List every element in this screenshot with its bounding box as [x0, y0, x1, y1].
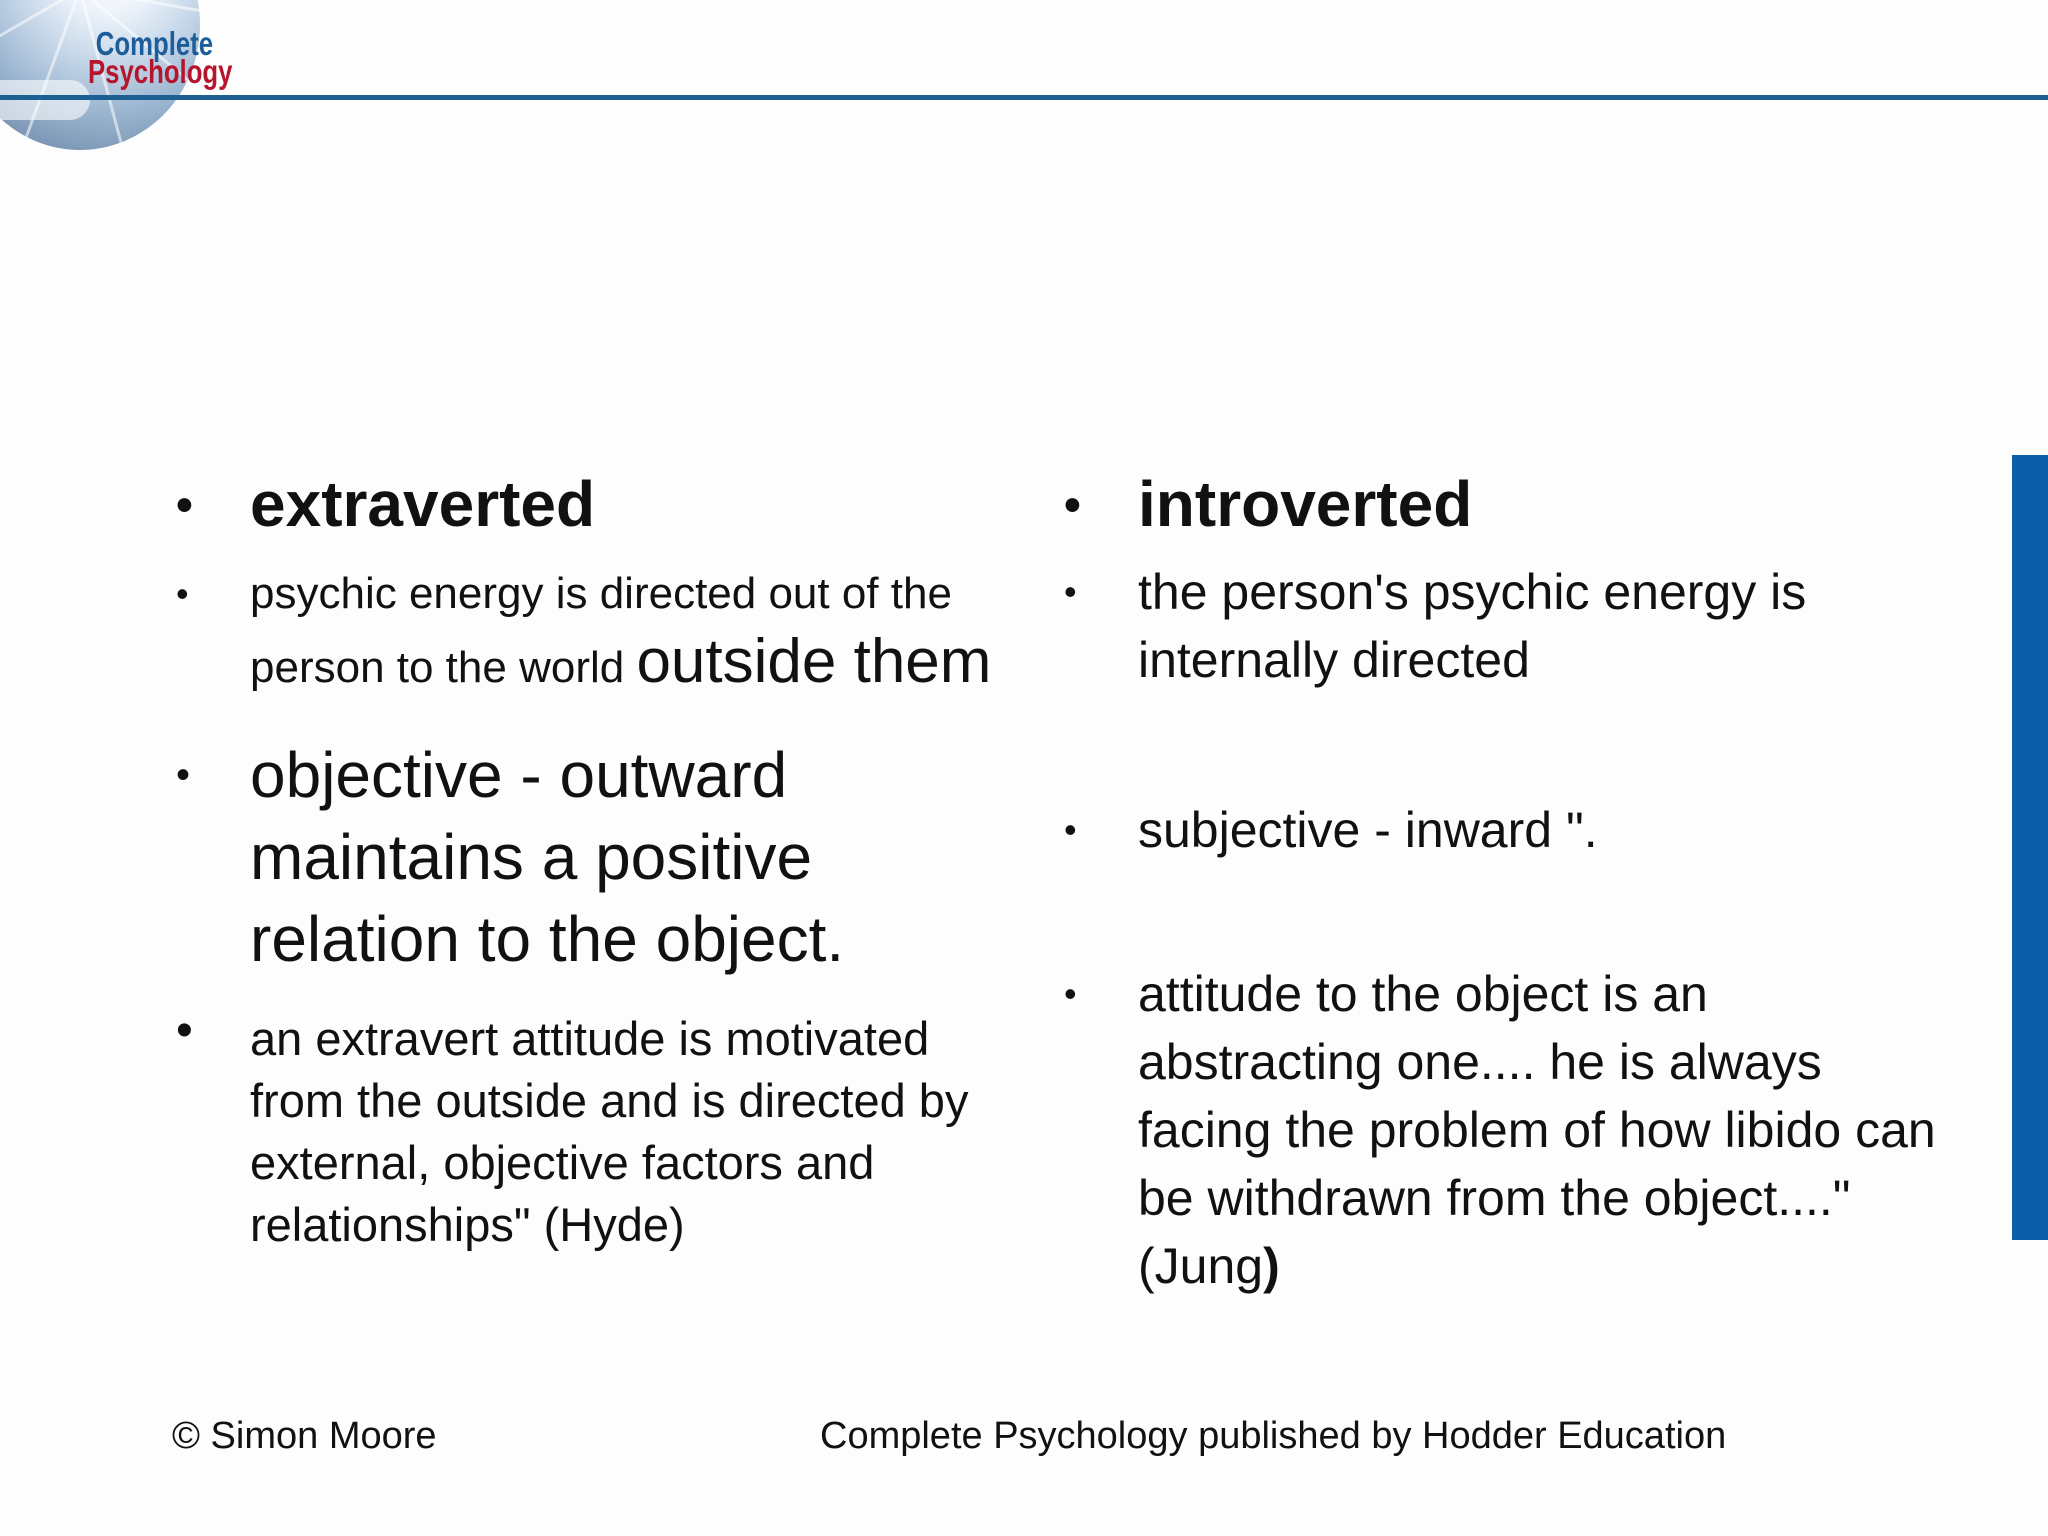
extraverted-point-energy-text: psychic energy is directed out of the person to the world	[250, 569, 952, 692]
introverted-column	[1060, 468, 1960, 1300]
footer-publisher: Complete Psychology published by Hodder Education	[820, 1415, 1727, 1457]
extraverted-heading: • extraverted	[172, 468, 1012, 540]
footer-copyright: © Simon Moore	[172, 1415, 437, 1457]
introverted-point-attitude	[1060, 960, 1960, 1300]
introverted-point-attitude-paren: )	[1263, 1238, 1280, 1294]
introverted-heading: • introverted	[1060, 468, 1960, 540]
introverted-point-attitude-text: attitude to the object is an abstracting one.... he is always facing the problem of how libido can be withdrawn from the object...." (Jung	[1138, 966, 1936, 1294]
introverted-point-subjective: • subjective - inward ".	[1060, 796, 1960, 864]
logo-line-psychology: Psychology	[88, 53, 233, 90]
extraverted-point-energy	[172, 560, 1012, 702]
side-accent-bar	[2012, 455, 2048, 1240]
extraverted-point-energy-tail: outside them	[636, 627, 992, 696]
extraverted-column	[172, 468, 1012, 1256]
logo-line-complete: Complete	[95, 25, 214, 62]
header-divider	[0, 95, 2048, 100]
introverted-point-energy: • the person's psychic energy is internally directed	[1060, 558, 1960, 694]
logo-wordmark	[88, 25, 233, 90]
extraverted-point-objective: • objective - outward maintains a positive relation to the object.	[172, 734, 1012, 980]
extraverted-point-attitude: • an extravert attitude is motivated from the outside and is directed by external, objective factors and relationships" (Hyde)	[172, 1008, 1012, 1256]
